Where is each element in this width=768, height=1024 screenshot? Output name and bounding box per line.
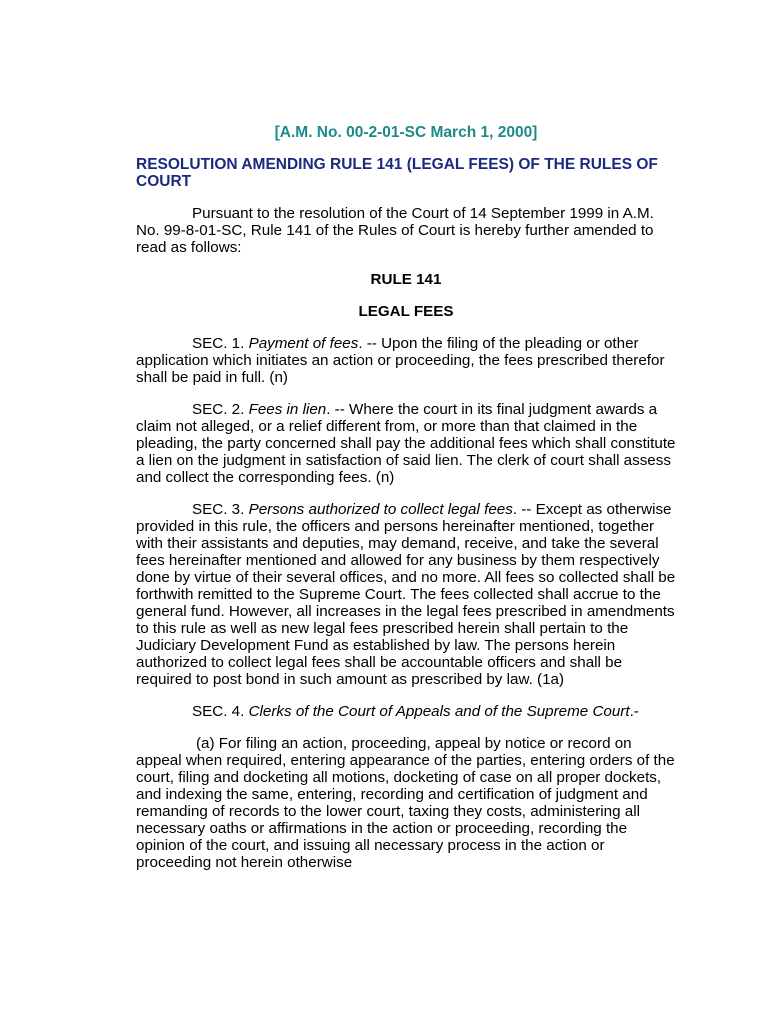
section-2-label: SEC. 2. bbox=[192, 401, 249, 418]
section-4 bbox=[136, 703, 676, 720]
section-4-label: SEC. 4. bbox=[192, 703, 249, 720]
section-2-text: . -- Where the court in its final judgment awards a claim not alleged, or a relief different from, or more than that claimed in the pleading, the party concerned shall pay the additional fees which shall constitute a lien on the judgment in satisfaction of said lien. The clerk of court shall assess and collect the corresponding fees. (n) bbox=[136, 401, 676, 486]
section-3-label: SEC. 3. bbox=[192, 501, 249, 518]
section-1 bbox=[136, 335, 676, 386]
section-3 bbox=[136, 501, 676, 688]
rule-number: RULE 141 bbox=[370, 271, 442, 288]
document-title: RESOLUTION AMENDING RULE 141 (LEGAL FEES) OF THE RULES OF COURT bbox=[136, 156, 658, 190]
section-2-heading: Fees in lien bbox=[248, 401, 327, 418]
section-1-heading: Payment of fees bbox=[248, 335, 359, 352]
section-3-text: . -- Except as otherwise provided in this rule, the officers and persons hereinafter mentioned, together with their assistants and deputies, may demand, receive, and take the several fees hereinafter mentioned and allowed for any business by them respectively done by virtue of their several offices, and no more. All fees so collected shall be forthwith remitted to the Supreme Court. The fees collected shall accrue to the general fund. However, all increases in the legal fees prescribed in amendments to this rule as well as new legal fees prescribed herein shall pertain to the Judiciary Development Fund as established by law. The persons herein authorized to collect legal fees shall be accountable officers and shall be required to post bond in such amount as prescribed by law. (1a) bbox=[136, 501, 676, 688]
intro-paragraph: Pursuant to the resolution of the Court of 14 September 1999 in A.M. No. 99-8-01-SC, Rule 141 of the Rules of Court is hereby further amended to read as follows: bbox=[136, 205, 654, 256]
clause-a: (a) For filing an action, proceeding, appeal by notice or record on appeal when required, entering appearance of the parties, entering orders of the court, filing and docketing all motions, docketing of case on all proper dockets, and indexing the same, entering, recording and certification of judgment and remanding of records to the lower court, taxing they costs, administering all necessary oaths or affirmations in the action or proceeding, recording the opinion of the court, and issuing all necessary process in the action or proceeding not herein otherwise bbox=[136, 735, 675, 871]
section-4-text: .- bbox=[629, 703, 639, 720]
section-4-heading: Clerks of the Court of Appeals and of the Supreme Court bbox=[248, 703, 630, 720]
section-2 bbox=[136, 401, 676, 486]
section-1-text: . -- Upon the filing of the pleading or other application which initiates an action or proceeding, the fees prescribed therefor shall be paid in full. (n) bbox=[136, 335, 665, 386]
document-reference: [A.M. No. 00-2-01-SC March 1, 2000] bbox=[274, 124, 538, 141]
document-page bbox=[136, 124, 676, 886]
section-1-label: SEC. 1. bbox=[192, 335, 249, 352]
rule-title: LEGAL FEES bbox=[358, 303, 454, 320]
section-3-heading: Persons authorized to collect legal fees bbox=[248, 501, 513, 518]
